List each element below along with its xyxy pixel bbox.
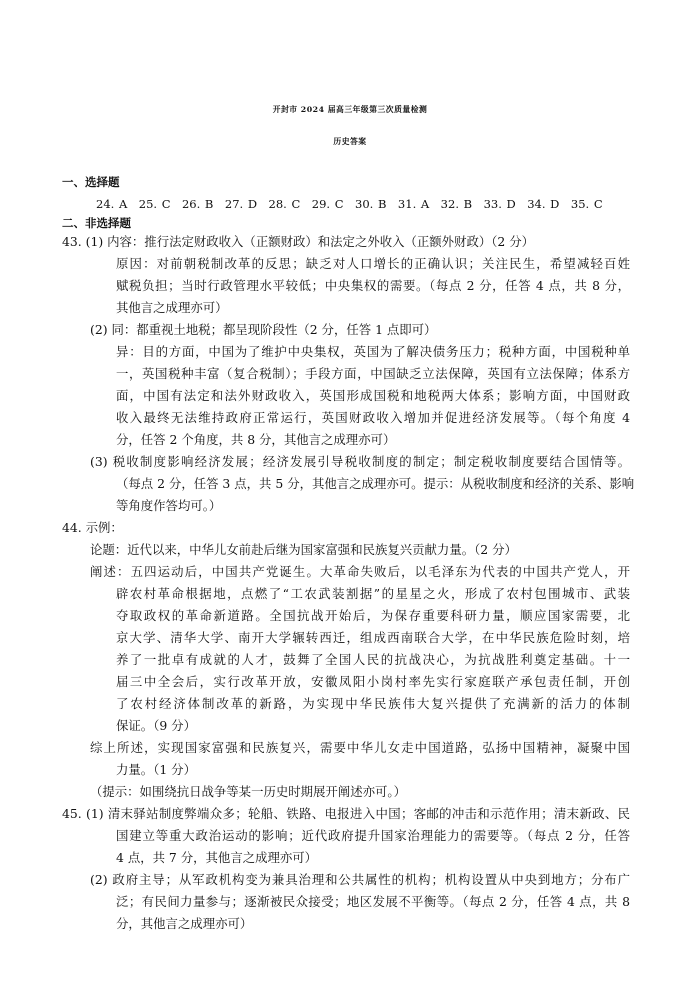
text-line: 养了一批卓有成就的人才，鼓舞了全国人民的抗战决心，为抗战胜利奠定基础。十一 [116, 652, 630, 667]
text-line: 京大学、清华大学、南开大学辗转西迁，组成西南联合大学，在中华民族危险时刻，培 [116, 630, 630, 645]
text-line: （提示：如围绕抗日战争等某一历史时期展开阐述亦可。） [90, 784, 406, 799]
text-line: 阐述：五四运动后，中国共产党诞生。大革命失败后，以毛泽东为代表的中国共产党人，开 [90, 564, 630, 579]
text-line: 44. 示例： [62, 520, 123, 535]
section-heading-choice: 一、选择题 [62, 175, 120, 189]
text-line: 夺取政权的革命新道路。全国抗战开始后，为保存重要科研力量，顺应国家需要，北 [116, 608, 630, 623]
text-line: （每点 2 分，任答 3 点，共 5 分，其他言之成理亦可。提示：从税收制度和经济的关系、影响 [116, 476, 635, 491]
text-line: 保证。（9 分） [116, 718, 196, 733]
text-line: 分，其他言之成理亦可） [116, 916, 253, 931]
text-line: 赋税负担；当时行政管理水平较低；中央集权的需要。（每点 2 分，任答 4 点，共 8 分， [116, 278, 630, 293]
choice-answers: 24. A 25. C 26. B 27. D 28. C 29. C 30. B 31. A 32. B 33. D 34. D 35. C [96, 197, 603, 211]
text-line: 泛；有民间力量参与；逐渐被民众接受；地区发展不平衡等。（每点 2 分，任答 4 点，共 8 [116, 894, 630, 909]
text-line: 一，英国税种丰富（复合税制）；手段方面，中国缺乏立法保障，英国有立法保障；体系方 [116, 366, 630, 381]
text-line: 收入最终无法维持政府正常运行，英国财政收入增加并促进经济发展等。（每个角度 4 [116, 410, 630, 425]
text-line: 面，中国有法定和法外财政收入，英国形成国税和地税两大体系；影响方面，中国财政 [116, 388, 630, 403]
text-line: (2) 同：都重视土地税；都呈现阶段性（2 分，任答 1 点即可） [90, 322, 437, 337]
section-heading-nonchoice: 二、非选择题 [62, 216, 131, 230]
text-line: 国建立等重大政治运动的影响；近代政府提升国家治理能力的需要等。（每点 2 分，任答 [116, 828, 630, 843]
text-line: 辟农村革命根据地，点燃了“工农武装割据”的星星之火，形成了农村包围城市、武装 [116, 586, 630, 601]
text-line: (2) 政府主导；从军政机构变为兼具治理和公共属性的机构；机构设置从中央到地方；分布广 [90, 872, 630, 887]
page-subtitle: 历史答案 [333, 137, 367, 146]
text-line: 4 点，共 7 分，其他言之成理亦可） [116, 850, 318, 865]
text-line: 其他言之成理亦可） [116, 300, 228, 315]
text-line: 45. (1) 清末驿站制度弊端众多；轮船、铁路、电报进入中国；客邮的冲击和示范作用；清末新政、民 [62, 806, 630, 821]
text-line: 原因：对前朝税制改革的反思；缺乏对人口增长的正确认识；关注民生，希望减轻百姓 [116, 256, 630, 271]
page-title: 开封市 2024 届高三年级第三次质量检测 [272, 105, 428, 114]
text-line: 了农村经济体制改革的新路，为实现中华民族伟大复兴提供了充满新的活力的体制 [116, 696, 630, 711]
text-line: 43. (1) 内容：推行法定财政收入（正额财政）和法定之外收入（正额外财政）（2 分） [62, 234, 535, 249]
text-line: 综上所述，实现国家富强和民族复兴，需要中华儿女走中国道路，弘扬中国精神，凝聚中国 [90, 740, 630, 755]
text-line: 分，任答 2 个角度，共 8 分，其他言之成理亦可） [116, 432, 396, 447]
text-line: 等角度作答均可。） [116, 498, 222, 513]
text-line: (3) 税收制度影响经济发展；经济发展引导税收制度的制定；制定税收制度要结合国情等。 [90, 454, 630, 469]
text-line: 届三中全会后，实行改革开放，安徽凤阳小岗村率先实行家庭联产承包责任制，开创 [116, 674, 630, 689]
text-line: 论题：近代以来，中华儿女前赴后继为国家富强和民族复兴贡献力量。（2 分） [90, 542, 517, 557]
text-line: 力量。（1 分） [116, 762, 196, 777]
text-line: 异：目的方面，中国为了维护中央集权，英国为了解决债务压力；税种方面，中国税种单 [116, 344, 630, 359]
